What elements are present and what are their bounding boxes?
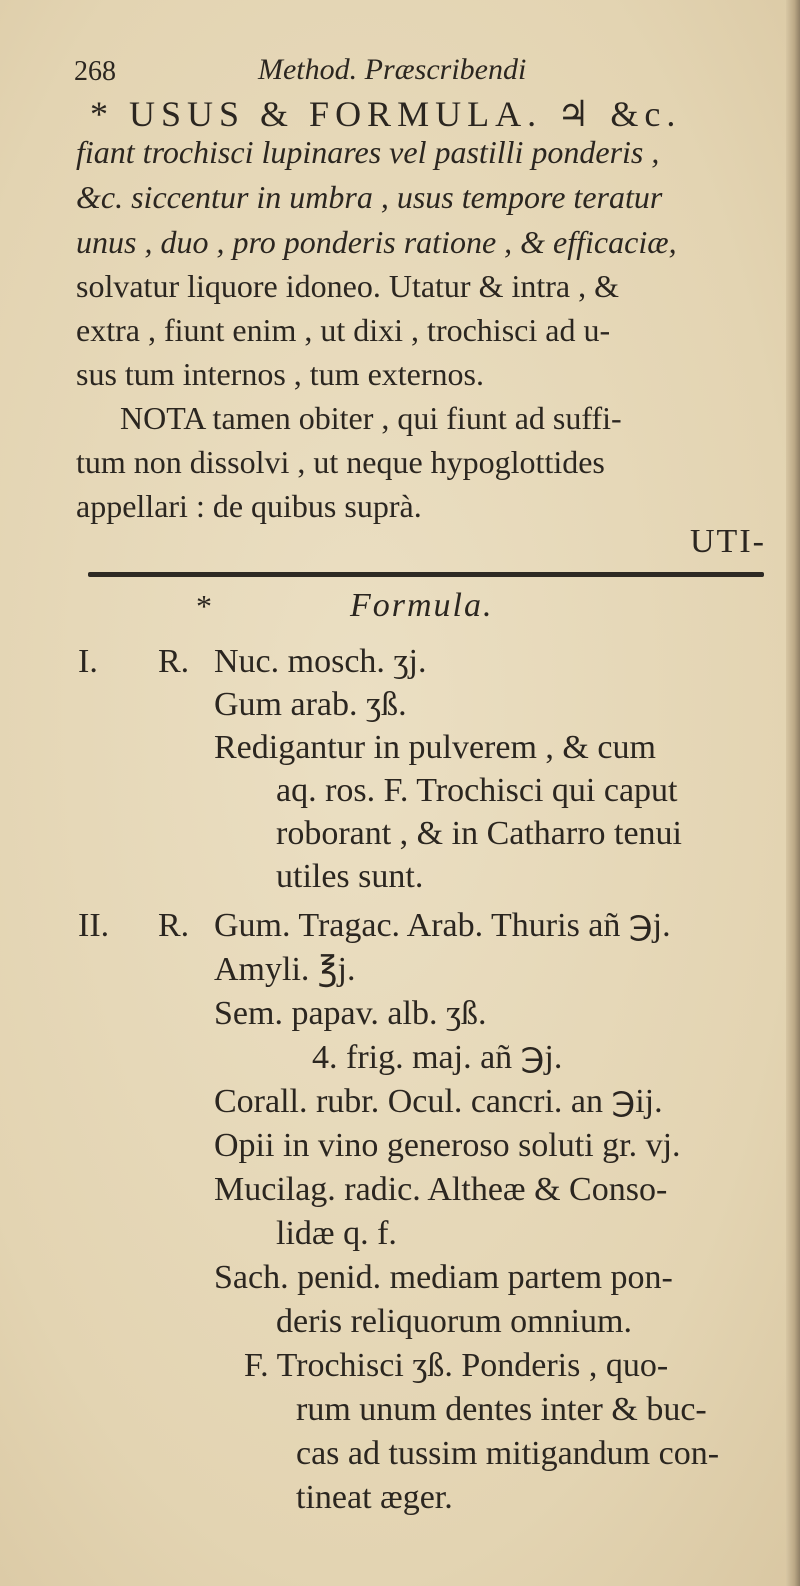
- ingredient-line: lidæ q. f.: [276, 1215, 397, 1252]
- recipe-sign: R.: [158, 907, 190, 944]
- nota-line: NOTA tamen obiter , qui fiunt ad suffi-: [120, 400, 622, 436]
- catchword: UTI-: [690, 523, 766, 560]
- text-line: fiant trochisci lupinares vel pastilli ponderis ,: [76, 134, 660, 170]
- ingredient-line: Nuc. mosch. ʒj.: [214, 643, 427, 680]
- text-line: solvatur liquore idoneo. Utatur & intra , &: [76, 268, 619, 304]
- instruction-line: Redigantur in pulverem , & cum: [214, 729, 656, 766]
- ingredient-line: Amyli. ℥j.: [214, 951, 356, 988]
- ingredient-line: Sem. papav. alb. ʒß.: [214, 995, 487, 1032]
- formula-number: I.: [78, 643, 98, 680]
- text-line: &c. siccentur in umbra , usus tempore teratur: [76, 179, 663, 215]
- page-number: 268: [74, 56, 116, 87]
- footnote-heading: Formula.: [350, 587, 494, 624]
- instruction-line: utiles sunt.: [276, 858, 424, 895]
- ingredient-line: Gum. Tragac. Arab. Thuris añ ℈j.: [214, 907, 671, 944]
- instruction-line: rum unum dentes inter & buc-: [296, 1391, 707, 1428]
- ingredient-line: Sach. penid. mediam partem pon-: [214, 1259, 673, 1296]
- instruction-line: cas ad tussim mitigandum con-: [296, 1435, 720, 1472]
- instruction-line: tineat æger.: [296, 1479, 453, 1516]
- recipe-sign: R.: [158, 643, 190, 680]
- text-line: appellari : de quibus suprà.: [76, 488, 422, 524]
- text-line: tum non dissolvi , ut neque hypoglottides: [76, 444, 605, 480]
- text-line: extra , fiunt enim , ut dixi , trochisci ad u-: [76, 312, 611, 348]
- ingredient-line: deris reliquorum omnium.: [276, 1303, 633, 1340]
- usus-formula-heading: * USUS & FORMULA. ♃ &c.: [90, 94, 682, 134]
- footnote-star: *: [196, 588, 212, 624]
- text-line: sus tum internos , tum externos.: [76, 356, 484, 392]
- instruction-line: aq. ros. F. Trochisci qui caput: [276, 772, 678, 809]
- text-line: unus , duo , pro ponderis ratione , & efficaciæ,: [76, 224, 677, 260]
- ingredient-line: Gum arab. ʒß.: [214, 686, 407, 723]
- instruction-line: roborant , & in Catharro tenui: [276, 815, 683, 852]
- page-edge: [786, 0, 800, 1586]
- running-title: Method. Præscribendi: [258, 53, 527, 86]
- ingredient-line: 4. frig. maj. añ ℈j.: [312, 1039, 563, 1076]
- ingredient-line: Opii in vino generoso soluti gr. vj.: [214, 1127, 681, 1164]
- formula-number: II.: [78, 907, 110, 944]
- footnote-rule: [88, 572, 764, 577]
- instruction-line: F. Trochisci ʒß. Ponderis , quo-: [244, 1347, 669, 1384]
- ingredient-line: Corall. rubr. Ocul. cancri. an ℈ij.: [214, 1083, 663, 1120]
- ingredient-line: Mucilag. radic. Altheæ & Consο-: [214, 1171, 668, 1208]
